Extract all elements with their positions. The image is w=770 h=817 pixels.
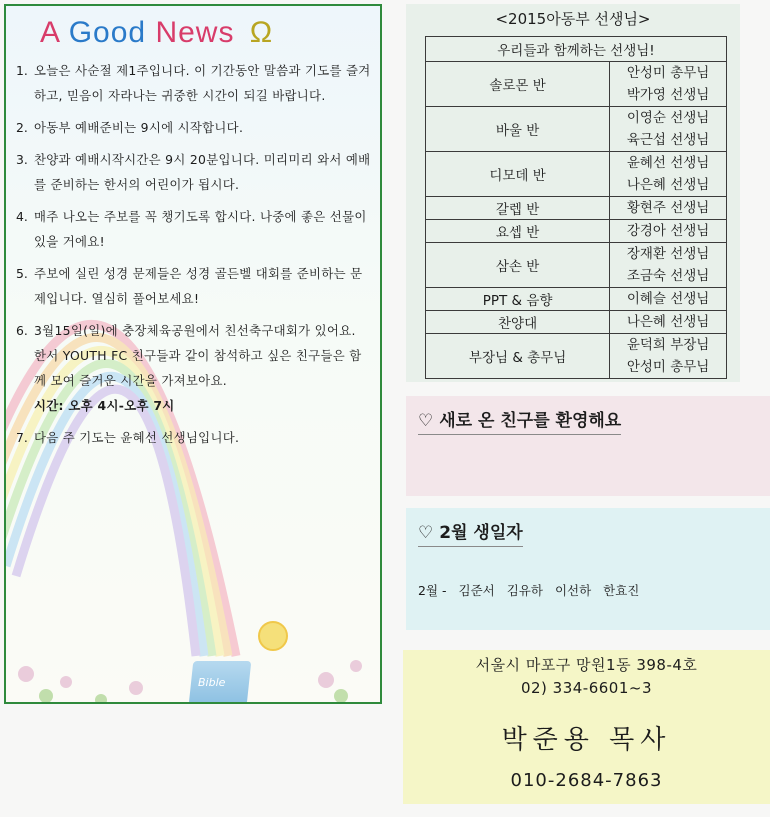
teachers-panel	[406, 4, 740, 382]
title-good: Good	[68, 16, 147, 49]
table-row	[426, 197, 727, 220]
item-text-main: 3월15일(일)에 충장체육공원에서 친선축구대회가 있어요. 한서 YOUTH FC 친구들과 같이 참석하고 싶은 친구들은 함께 모여 즐거운 시간을 가져보아요.	[34, 323, 362, 388]
teacher-names	[610, 152, 727, 197]
class-name: PPT & 음향	[426, 288, 610, 311]
birthday-name: 김준서	[458, 583, 495, 598]
teacher-name: 조금숙 선생님	[626, 268, 710, 284]
item-text	[34, 318, 372, 418]
teachers-title: <2015아동부 선생님>	[495, 10, 651, 28]
list-item	[16, 147, 372, 197]
teacher-name: 박가영 선생님	[626, 87, 710, 103]
pastor-mobile: 010-2684-7863	[510, 770, 663, 791]
item-text: 다음 주 기도는 윤혜선 선생님입니다.	[34, 430, 240, 445]
sun-icon	[258, 621, 288, 651]
table-row	[426, 62, 727, 107]
teacher-names	[610, 334, 727, 379]
birthday-name: 한효진	[603, 583, 640, 598]
item-number: 4.	[16, 209, 28, 224]
table-row	[426, 288, 727, 311]
event-time: 시간: 오후 4시-오후 7시	[34, 398, 175, 413]
bible-label: Bible	[198, 676, 226, 689]
item-number: 1.	[16, 63, 28, 78]
teacher-names	[610, 220, 727, 243]
class-name: 갈렙 반	[426, 197, 610, 220]
class-name: 부장님 & 총무님	[426, 334, 610, 379]
teacher-names	[610, 243, 727, 288]
birthday-name: 김유하	[506, 583, 543, 598]
list-item	[16, 261, 372, 311]
item-text: 찬양과 예배시작시간은 9시 20분입니다. 미리미리 와서 예배를 준비하는 한서의 어린이가 됩시다.	[34, 152, 371, 192]
list-item	[16, 204, 372, 254]
birthday-heading-text: 2월 생일자	[439, 523, 523, 543]
class-name: 솔로몬 반	[426, 62, 610, 107]
good-news-panel	[4, 4, 382, 704]
list-item	[16, 318, 372, 418]
table-row	[426, 334, 727, 379]
teacher-names	[610, 288, 727, 311]
heart-icon: ♡	[418, 523, 434, 543]
class-name: 삼손 반	[426, 243, 610, 288]
new-friends-section	[406, 396, 770, 496]
class-name: 찬양대	[426, 311, 610, 334]
birthday-list	[418, 581, 758, 599]
table-header-row	[426, 37, 727, 62]
pastor-name: 박준용 목사	[501, 725, 672, 755]
list-item	[16, 115, 372, 140]
birthday-month: 2월 -	[418, 583, 447, 598]
teachers-table	[425, 36, 727, 379]
church-address: 서울시 마포구 망원1동 398-4호	[475, 656, 698, 674]
new-friends-heading-text: 새로 온 친구를 환영해요	[439, 411, 622, 431]
teacher-name: 장재환 선생님	[626, 246, 710, 262]
birthday-name: 이선하	[554, 583, 592, 598]
class-name: 디모데 반	[426, 152, 610, 197]
teacher-names	[610, 197, 727, 220]
contact-section	[403, 650, 770, 804]
birthday-section	[406, 508, 770, 630]
table-row	[426, 152, 727, 197]
news-title	[40, 16, 273, 50]
item-text: 매주 나오는 주보를 꼭 챙기도록 합시다. 나중에 좋은 선물이 있을 거에요!	[34, 209, 367, 249]
teacher-names	[610, 107, 727, 152]
table-row	[426, 220, 727, 243]
teacher-names	[610, 62, 727, 107]
teachers-subtitle: 우리들과 함께하는 선생님!	[426, 37, 727, 62]
birthday-heading	[418, 518, 523, 547]
new-friends-heading	[418, 406, 621, 435]
item-number: 5.	[16, 266, 28, 281]
teacher-name: 윤덕희 부장님	[626, 337, 710, 353]
table-row	[426, 107, 727, 152]
class-name: 바울 반	[426, 107, 610, 152]
teacher-name: 안성미 총무님	[626, 65, 710, 81]
teacher-name: 안성미 총무님	[626, 359, 710, 375]
table-row	[426, 243, 727, 288]
list-item	[16, 58, 372, 108]
item-number: 2.	[16, 120, 28, 135]
class-name: 요셉 반	[426, 220, 610, 243]
item-number: 6.	[16, 323, 28, 338]
teacher-name: 윤혜선 선생님	[626, 155, 710, 171]
teacher-name: 이혜슬 선생님	[626, 291, 710, 307]
teacher-name: 황현주 선생님	[626, 200, 710, 216]
table-row	[426, 311, 727, 334]
title-news: News	[155, 16, 235, 49]
item-text: 주보에 실린 성경 문제들은 성경 골든벨 대회를 준비하는 문제입니다. 열심히 풀어보세요!	[34, 266, 363, 306]
church-phone: 02) 334-6601~3	[520, 679, 653, 697]
teacher-name: 나은혜 선생님	[626, 314, 710, 330]
list-item	[16, 425, 372, 450]
item-text: 아동부 예배준비는 9시에 시작합니다.	[34, 120, 244, 135]
teacher-name: 강경아 선생님	[626, 223, 710, 239]
teacher-name: 나은혜 선생님	[626, 177, 710, 193]
omega-icon: Ω	[249, 16, 274, 49]
item-number: 3.	[16, 152, 28, 167]
teacher-name: 이영순 선생님	[626, 110, 710, 126]
item-number: 7.	[16, 430, 28, 445]
news-list	[16, 58, 372, 457]
title-a: A	[40, 16, 60, 49]
teacher-name: 육근섭 선생님	[626, 132, 710, 148]
item-text: 오늘은 사순절 제1주입니다. 이 기간동안 말씀과 기도를 즐겨하고, 믿음이 자라나는 귀중한 시간이 되길 바랍니다.	[34, 63, 371, 103]
teacher-names	[610, 311, 727, 334]
heart-icon: ♡	[418, 411, 434, 431]
